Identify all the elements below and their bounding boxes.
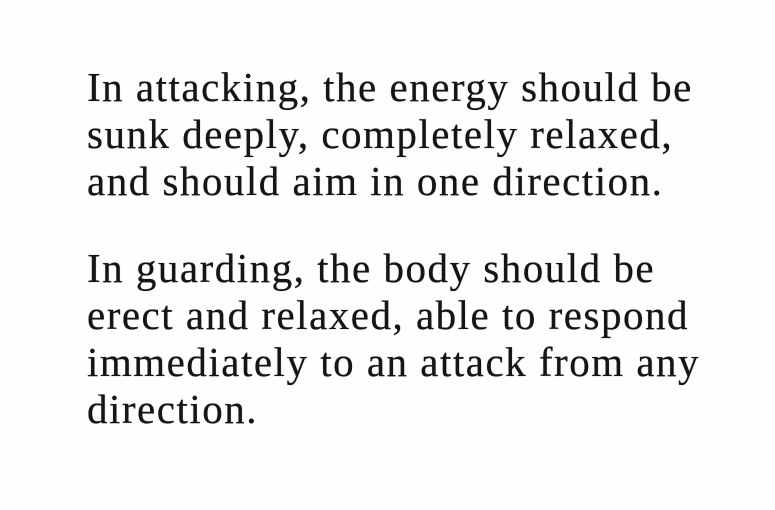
paragraph-guarding (87, 245, 700, 433)
text-line: and should aim in one direction. (87, 158, 664, 204)
paragraph-attacking (87, 64, 700, 205)
text-line: sunk deeply, completely relaxed, (87, 111, 674, 157)
text-line: immediately to an attack from any (87, 339, 701, 385)
text-line: In guarding, the body should be (87, 245, 656, 291)
text-block (87, 64, 700, 433)
text-line: direction. (87, 386, 258, 432)
text-line: erect and relaxed, able to respond (87, 292, 689, 338)
text-line: In attacking, the energy should be (87, 64, 693, 110)
